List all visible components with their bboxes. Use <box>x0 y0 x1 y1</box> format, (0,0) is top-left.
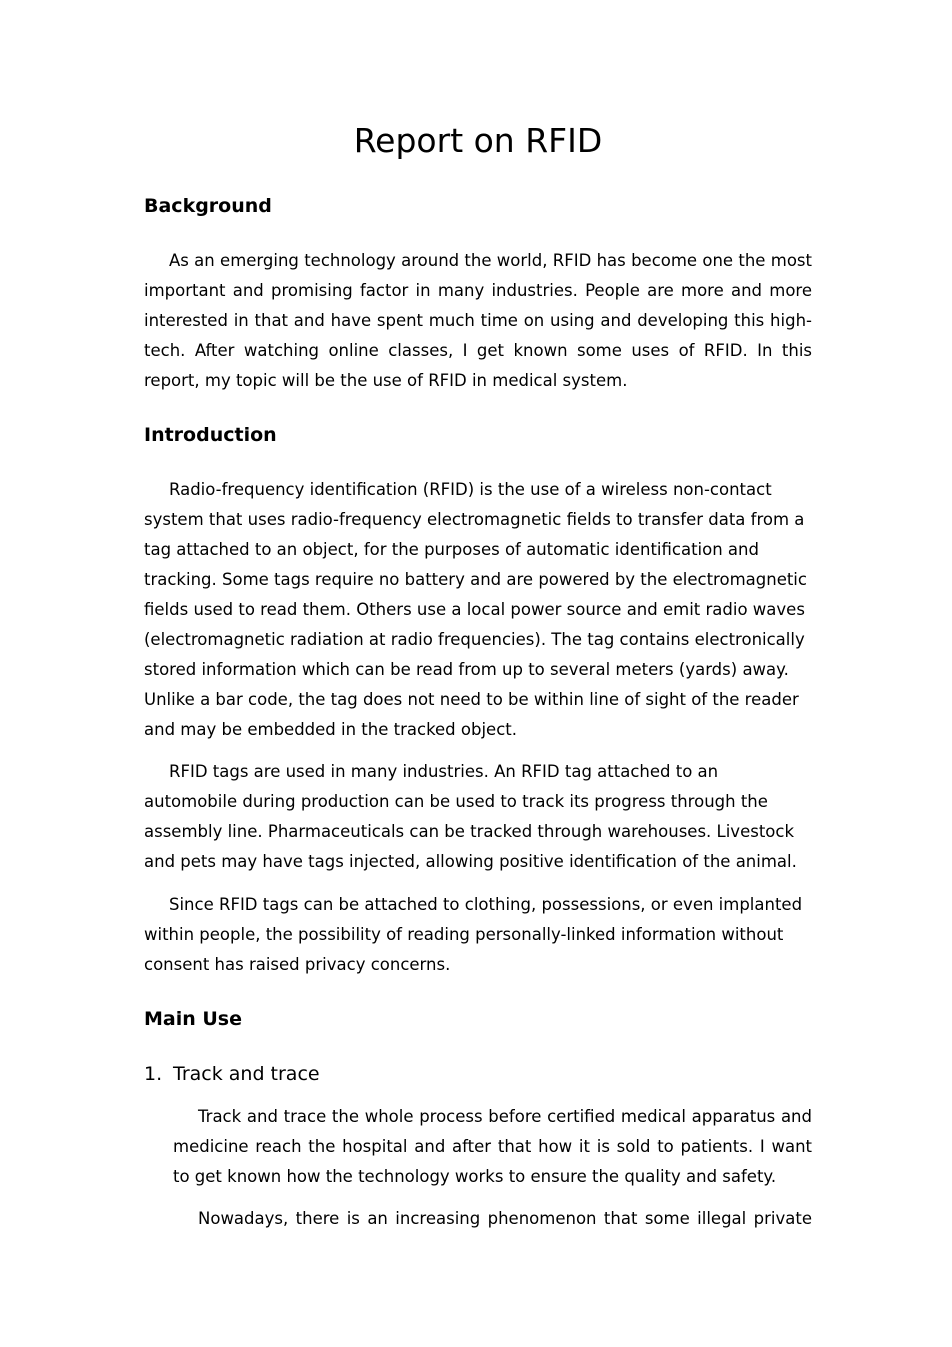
background-paragraph: As an emerging technology around the world, RFID has become one the most important and promising factor in many industries. People are more and more interested in that and have spent much time on using and developing this high-tech. After watching online classes, I get known some uses of RFID. In this report, my topic will be the use of RFID in medical system. <box>144 251 812 390</box>
list-item-number: 1. <box>144 1063 163 1085</box>
introduction-paragraph-3: Since RFID tags can be attached to clothing, possessions, or even implanted within people, the possibility of reading personally-linked information without consent has raised privacy concerns. <box>144 895 803 974</box>
document-title: Report on RFID <box>353 121 603 160</box>
introduction-paragraph-2: RFID tags are used in many industries. An RFID tag attached to an automobile during production can be used to track its progress through the assembly line. Pharmaceuticals can be tracked through warehouses. Livestock and pets may have tags injected, allowing positive identification of the animal. <box>144 762 797 871</box>
background-heading: Background <box>144 195 272 217</box>
main-use-heading: Main Use <box>144 1008 243 1030</box>
track-trace-paragraph-1: Track and trace the whole process before certified medical apparatus and medicine reach the hospital and after that how it is sold to patients. I want to get known how the technology works to ensure the quality and safety. <box>173 1107 812 1186</box>
track-trace-paragraph-2: Nowadays, there is an increasing phenomenon that some illegal private <box>198 1209 812 1228</box>
list-item-title: Track and trace <box>173 1063 320 1085</box>
list-item-track-and-trace <box>144 1061 320 1087</box>
introduction-paragraph-1: Radio-frequency identification (RFID) is the use of a wireless non-contact system that uses radio-frequency electromagnetic fields to transfer data from a tag attached to an object, for the purposes of automatic identification and tracking. Some tags require no battery and are powered by the electromagnetic fields used to read them. Others use a local power source and emit radio waves (electromagnetic radiation at radio frequencies). The tag contains electronically stored information which can be read from up to several meters (yards) away. Unlike a bar code, the tag does not need to be within line of sight of the reader and may be embedded in the tracked object. <box>144 480 807 739</box>
introduction-heading: Introduction <box>144 424 277 446</box>
